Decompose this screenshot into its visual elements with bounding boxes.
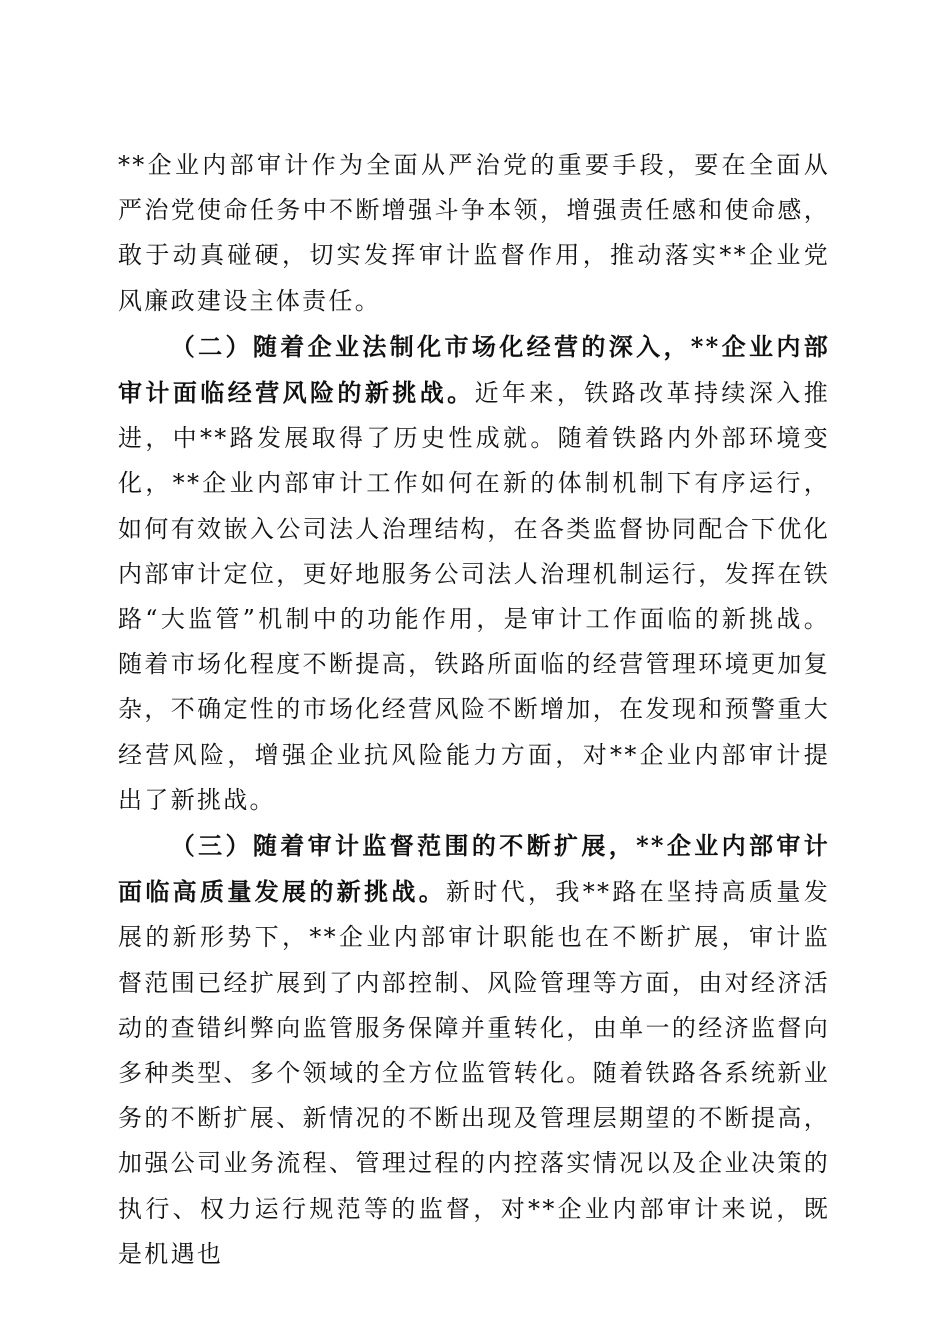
section-heading: （三）随着审计监督范围的不断扩展，**企业内部审计面临高质量发展的新挑战。 bbox=[118, 831, 830, 907]
paragraph-text: 新时代，我**路在坚持高质量发展的新形势下，**企业内部审计职能也在不断扩展，审计监督范围已经扩展到了内部控制、风险管理等方面，由对经济活动的查错纠弊向监管服务保障并重转化，由单一的经济监督向多种类型、多个领域的全方位监管转化。随着铁路各系统新业务的不断扩展、新情况的不断出现及管理层期望的不断提高，加强公司业务流程、管理过程的内控落实情况以及企业决策的执行、权力运行规范等的监督，对**企业内部审计来说，既是机遇也 bbox=[118, 878, 830, 1268]
paragraph-text: 近年来，铁路改革持续深入推进，中**路发展取得了历史性成就。随着铁路内外部环境变化，**企业内部审计工作如何在新的体制机制下有序运行，如何有效嵌入公司法人治理结构，在各类监督协同配合下优化内部审计定位，更好地服务公司法人治理机制运行，发挥在铁路“大监管”机制中的功能作用，是审计工作面临的新挑战。随着市场化程度不断提高，铁路所面临的经营管理环境更加复杂，不确定性的市场化经营风险不断增加，在发现和预警重大经营风险，增强企业抗风险能力方面，对**企业内部审计提出了新挑战。 bbox=[118, 379, 830, 814]
paragraph-continuation bbox=[118, 143, 830, 324]
paragraph-section-three bbox=[118, 823, 830, 1277]
document-body bbox=[118, 143, 830, 1277]
section-heading: （二）随着企业法制化市场化经营的深入，**企业内部审计面临经营风险的新挑战。 bbox=[118, 331, 830, 408]
paragraph-text: **企业内部审计作为全面从严治党的重要手段，要在全面从严治党使命任务中不断增强斗争本领，增强责任感和使命感，敢于动真碰硬，切实发挥审计监督作用，推动落实**企业党风廉政建设主体责任。 bbox=[118, 151, 830, 315]
paragraph-section-two bbox=[118, 324, 830, 823]
